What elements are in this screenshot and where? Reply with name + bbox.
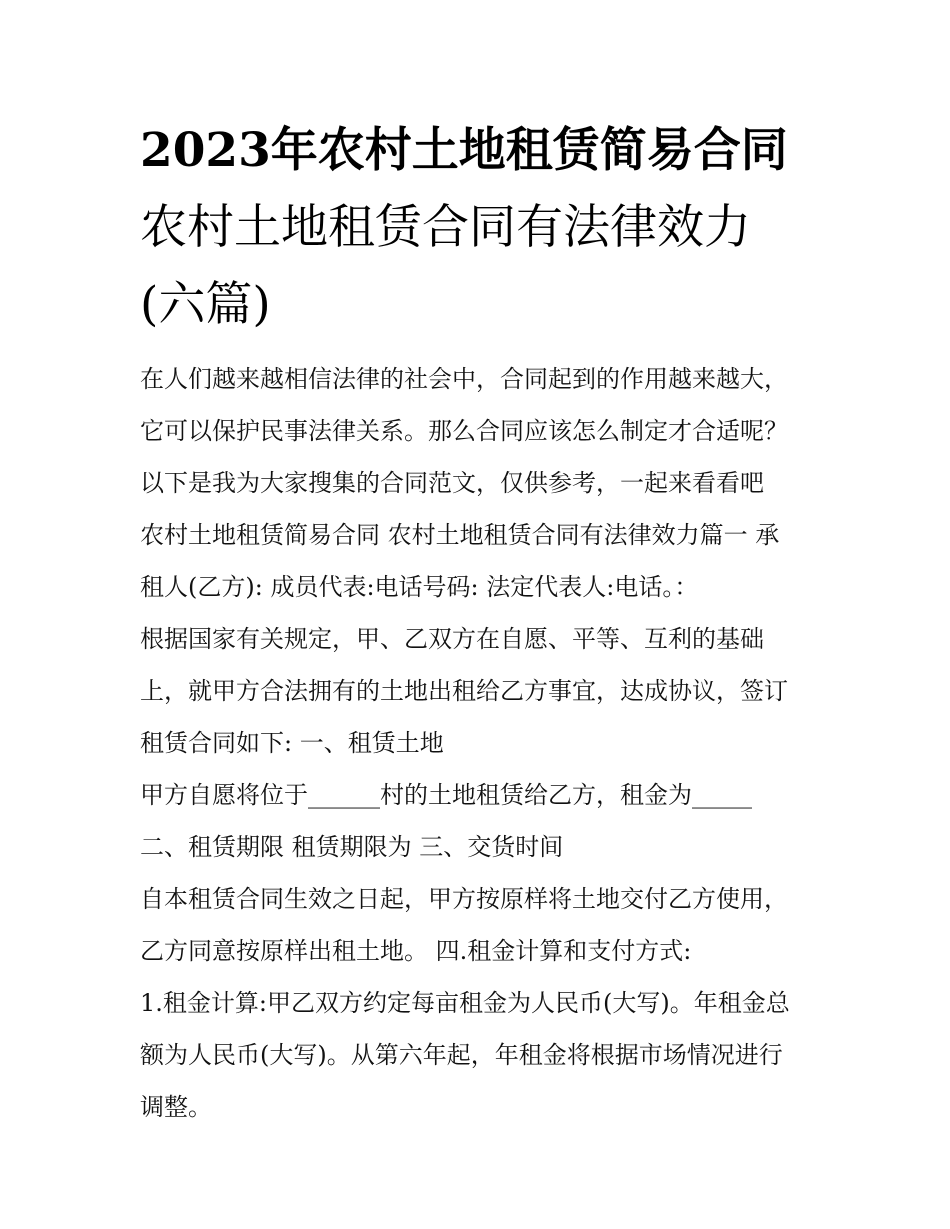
body-line: 根据国家有关规定，甲、乙双方在自愿、平等、互利的基础 bbox=[140, 625, 764, 653]
body-line: 租赁合同如下: 一、租赁土地 bbox=[140, 729, 444, 757]
title-line-2: 农村土地租赁合同有法律效力 bbox=[140, 200, 751, 255]
body-line: 租人(乙方): 成员代表:电话号码: 法定代表人:电话。： bbox=[140, 573, 699, 601]
title-line-1: 2023年农村土地租赁简易合同 bbox=[140, 123, 788, 178]
document-body bbox=[140, 353, 840, 1133]
title-line-3: (六篇) bbox=[140, 277, 271, 332]
body-line: 乙方同意按原样出租土地。 四.租金计算和支付方式: bbox=[140, 937, 692, 965]
body-line: 它可以保护民事法律关系。那么合同应该怎么制定才合适呢？ bbox=[140, 417, 788, 445]
body-line: 调整。 bbox=[140, 1093, 212, 1121]
body-line: 自本租赁合同生效之日起，甲方按原样将土地交付乙方使用， bbox=[140, 885, 788, 913]
body-line: 1.租金计算:甲乙双方约定每亩租金为人民币(大写)。年租金总 bbox=[140, 989, 790, 1017]
body-line: 在人们越来越相信法律的社会中，合同起到的作用越来越大， bbox=[140, 365, 788, 393]
body-line: 二、租赁期限 租赁期限为 三、交货时间 bbox=[140, 833, 564, 861]
body-line: 额为人民币(大写)。从第六年起，年租金将根据市场情况进行 bbox=[140, 1041, 783, 1069]
body-line: 甲方自愿将位于______村的土地租赁给乙方，租金为_____ bbox=[140, 781, 752, 809]
body-line: 农村土地租赁简易合同 农村土地租赁合同有法律效力篇一 承 bbox=[140, 521, 780, 549]
body-line: 以下是我为大家搜集的合同范文，仅供参考，一起来看看吧 bbox=[140, 469, 764, 497]
document-title bbox=[140, 112, 830, 343]
body-line: 上，就甲方合法拥有的土地出租给乙方事宜，达成协议，签订 bbox=[140, 677, 788, 705]
